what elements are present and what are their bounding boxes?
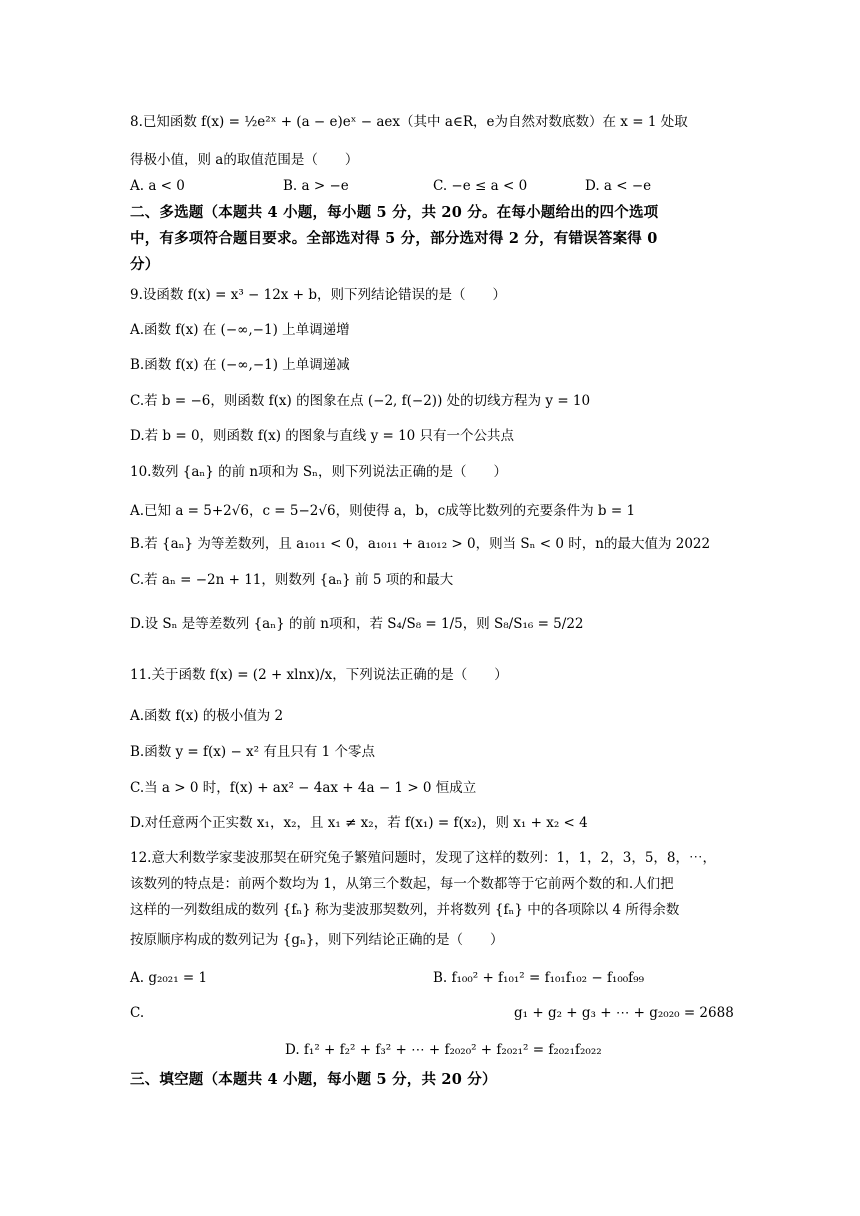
q11-option-a: A.函数 f(x) 的极小值为 2 bbox=[130, 708, 284, 724]
q8-option-a: A. a < 0 bbox=[130, 178, 185, 194]
q8-option-c: C. −e ≤ a < 0 bbox=[433, 178, 528, 194]
q12-stem-line4: 按原顺序构成的数列记为 {gₙ}，则下列结论正确的是（ ） bbox=[130, 932, 504, 948]
q9-option-b: B.函数 f(x) 在 (−∞,−1) 上单调递减 bbox=[130, 357, 350, 373]
q10-option-d: D.设 Sₙ 是等差数列 {aₙ} 的前 n项和，若 S₄/S₈ = 1/5，则 S₈/S₁₆ = 5/22 bbox=[130, 616, 584, 632]
q9-option-c: C.若 b = −6，则函数 f(x) 的图象在点 (−2, f(−2)) 处的切线方程为 y = 10 bbox=[130, 393, 591, 409]
q8-option-b: B. a > −e bbox=[283, 178, 349, 194]
q10-option-c: C.若 aₙ = −2n + 11，则数列 {aₙ} 前 5 项的和最大 bbox=[130, 572, 454, 588]
section3-heading: 三、填空题（本题共 4 小题，每小题 5 分，共 20 分） bbox=[130, 1071, 497, 1088]
q12-stem-line3: 这样的一列数组成的数列 {fₙ} 称为斐波那契数列，并将数列 {fₙ} 中的各项除以 4 所得余数 bbox=[130, 902, 680, 918]
q9-option-d: D.若 b = 0，则函数 f(x) 的图象与直线 y = 10 只有一个公共点 bbox=[130, 428, 515, 444]
section2-heading-line1: 二、多选题（本题共 4 小题，每小题 5 分，共 20 分。在每小题给出的四个选项 bbox=[130, 204, 659, 221]
q10-option-b: B.若 {aₙ} 为等差数列，且 a₁₀₁₁ < 0，a₁₀₁₁ + a₁₀₁₂ > 0，则当 Sₙ < 0 时，n的最大值为 2022 bbox=[130, 536, 711, 552]
q11-option-c: C.当 a > 0 时，f(x) + ax² − 4ax + 4a − 1 > 0 恒成立 bbox=[130, 780, 477, 796]
q11-option-b: B.函数 y = f(x) − x² 有且只有 1 个零点 bbox=[130, 744, 376, 760]
q11-stem: 11.关于函数 f(x) = (2 + xlnx)/x，下列说法正确的是（ ） bbox=[130, 667, 508, 683]
q12-option-c-expr: g₁ + g₂ + g₃ + ⋯ + g₂₀₂₀ = 2688 bbox=[514, 1005, 734, 1021]
section2-heading-line2: 中，有多项符合题目要求。全部选对得 5 分，部分选对得 2 分，有错误答案得 0 bbox=[130, 230, 658, 247]
section2-heading-line3: 分） bbox=[130, 256, 160, 273]
q12-option-d: D. f₁² + f₂² + f₃² + ⋯ + f₂₀₂₀² + f₂₀₂₁² = f₂₀₂₁f₂₀₂₂ bbox=[285, 1042, 602, 1058]
q9-option-a: A.函数 f(x) 在 (−∞,−1) 上单调递增 bbox=[130, 322, 350, 338]
q10-option-a: A.已知 a = 5+2√6，c = 5−2√6，则使得 a，b，c成等比数列的充要条件为 b = 1 bbox=[130, 503, 636, 519]
q10-stem: 10.数列 {aₙ} 的前 n项和为 Sₙ，则下列说法正确的是（ ） bbox=[130, 464, 507, 480]
q11-option-d: D.对任意两个正实数 x₁，x₂，且 x₁ ≠ x₂，若 f(x₁) = f(x₂)，则 x₁ + x₂ < 4 bbox=[130, 815, 588, 831]
q8-option-d: D. a < −e bbox=[585, 178, 652, 194]
q12-option-a: A. g₂₀₂₁ = 1 bbox=[130, 970, 208, 986]
q8-stem-line2: 得极小值，则 a的取值范围是（ ） bbox=[130, 152, 359, 168]
q12-stem-line1: 12.意大利数学家斐波那契在研究兔子繁殖问题时，发现了这样的数列：1，1，2，3，5，8，⋯， bbox=[130, 850, 717, 866]
q12-stem-line2: 该数列的特点是：前两个数均为 1，从第三个数起，每一个数都等于它前两个数的和.人们把 bbox=[130, 876, 674, 892]
q12-option-c-label: C. bbox=[130, 1005, 145, 1021]
q12-option-b: B. f₁₀₀² + f₁₀₁² = f₁₀₁f₁₀₂ − f₁₀₀f₉₉ bbox=[433, 970, 644, 986]
q8-stem-line1: 8.已知函数 f(x) = ½e²ˣ + (a − e)eˣ − aex（其中 a∈R，e为自然对数底数）在 x = 1 处取 bbox=[130, 114, 688, 130]
q9-stem: 9.设函数 f(x) = x³ − 12x + b，则下列结论错误的是（ ） bbox=[130, 287, 506, 303]
